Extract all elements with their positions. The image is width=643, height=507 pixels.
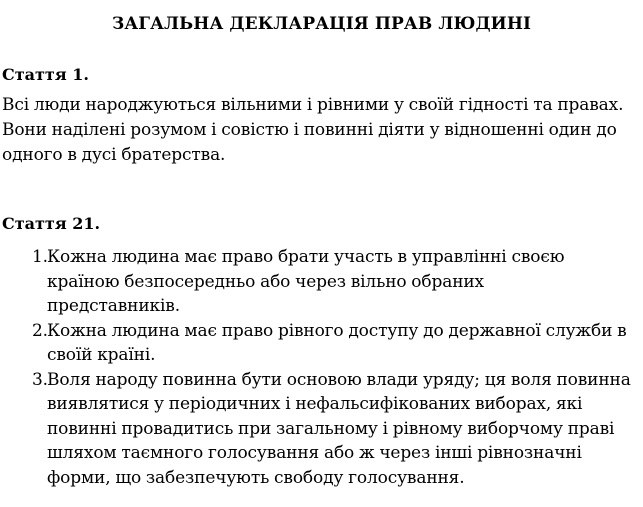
article-21-heading: Стаття 21. <box>2 214 101 233</box>
list-item <box>32 245 607 319</box>
list-item-number: 1. <box>32 247 48 267</box>
document-title: ЗАГАЛЬНА ДЕКЛАРАЦІЯ ПРАВ ЛЮДИНІ <box>111 14 532 34</box>
list-item-number: 2. <box>32 320 48 341</box>
list-item-text: Кожна людина має право брати участь в управлінні своєю країною безпосередньо або через вільно обраних представників. <box>47 247 565 316</box>
list-item <box>32 319 643 368</box>
list-item-text: Кожна людина має право рівного доступу до державної служби в своїй країні. <box>47 320 627 365</box>
article-21-list <box>32 245 638 490</box>
article-1-text: Всі люди народжуються вільними і рівними у своїй гідності та правах. Вони наділені розумом і совістю і повинні діяти у відношенні один до одного в дусі братерства. <box>2 95 624 165</box>
list-item-text: Воля народу повинна бути основою влади уряду; ця воля повинна виявлятися у періодичних і нефальсифікованих виборах, які повинні провадитись при загальному і рівному виборчому праві шляхом таємного голосування або ж через інші рівнозначні форми, що забезпечують свободу голосування. <box>47 369 631 488</box>
list-item <box>32 368 643 491</box>
list-item-number: 3. <box>32 369 48 390</box>
article-1-heading: Стаття 1. <box>2 65 89 84</box>
